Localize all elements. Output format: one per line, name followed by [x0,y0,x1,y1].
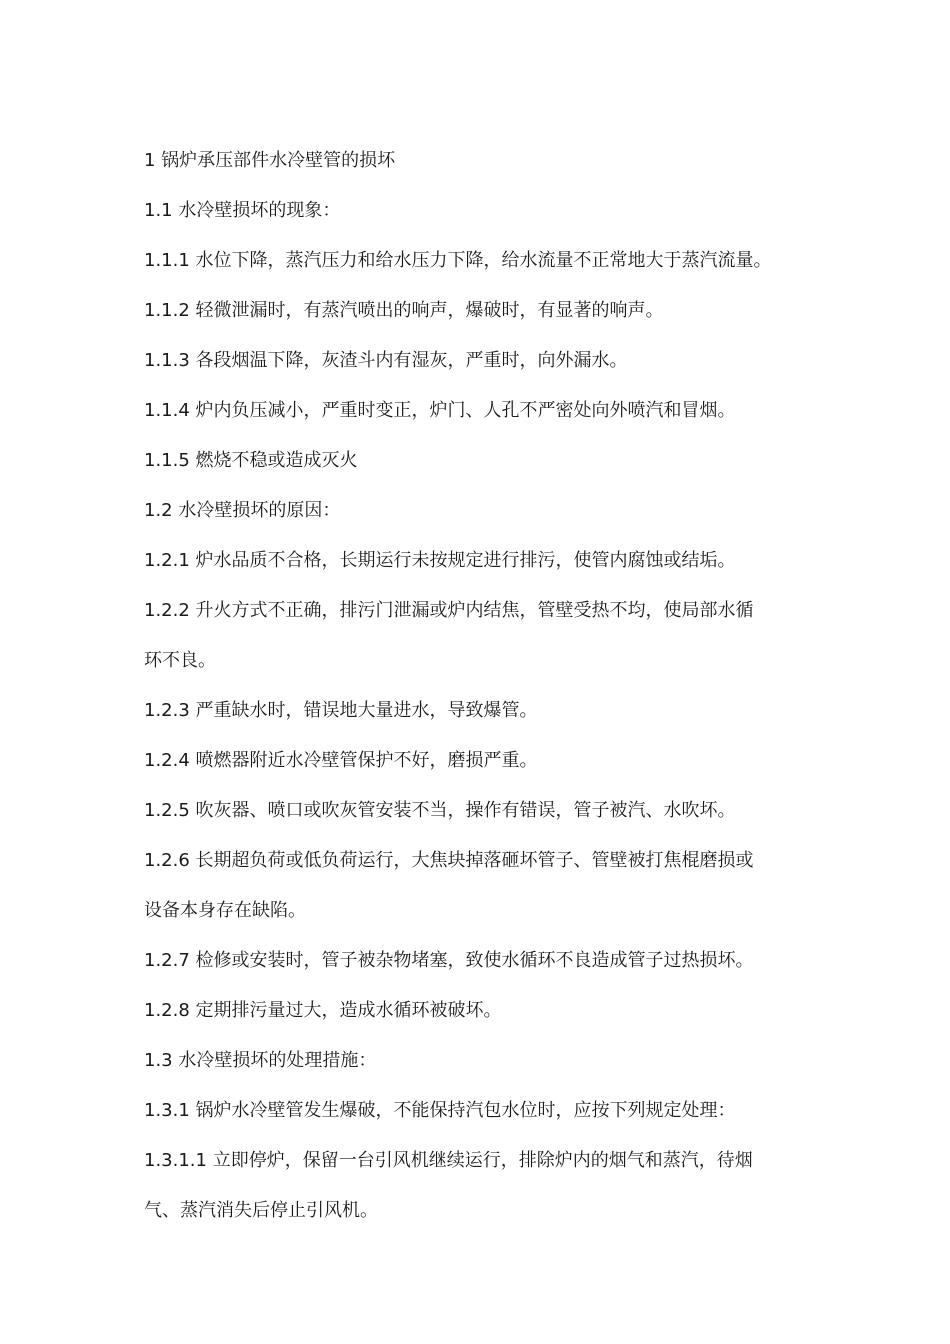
section-heading-1: 1 锅炉承压部件水冷壁管的损坏 [144,150,396,171]
paragraph-1-2-1: 1.2.1 炉水品质不合格，长期运行未按规定进行排污，使管内腐蚀或结垢。 [144,550,736,571]
paragraph-1-3-1-1-line-1: 1.3.1.1 立即停炉，保留一台引风机继续运行，排除炉内的烟气和蒸汽，待烟 [144,1150,753,1171]
paragraph-1-2-4: 1.2.4 喷燃器附近水冷壁管保护不好，磨损严重。 [144,750,538,771]
paragraph-1-2-7: 1.2.7 检修或安装时，管子被杂物堵塞，致使水循环不良造成管子过热损坏。 [144,950,754,971]
paragraph-1-2-6-line-1: 1.2.6 长期超负荷或低负荷运行，大焦块掉落砸坏管子、管壁被打焦棍磨损或 [144,850,754,871]
paragraph-1-2-8: 1.2.8 定期排污量过大，造成水循环被破坏。 [144,1000,502,1021]
paragraph-1-1-3: 1.1.3 各段烟温下降，灰渣斗内有湿灰，严重时，向外漏水。 [144,350,628,371]
paragraph-1-1-2: 1.1.2 轻微泄漏时，有蒸汽喷出的响声，爆破时，有显著的响声。 [144,300,664,321]
document-body [144,136,810,1236]
paragraph-1-2-2-line-1: 1.2.2 升火方式不正确，排污门泄漏或炉内结焦，管壁受热不均，使局部水循 [144,600,754,621]
paragraph-1-3-1-1-line-2: 气、蒸汽消失后停止引风机。 [144,1200,378,1221]
section-heading-1-2: 1.2 水冷壁损坏的原因： [144,500,341,521]
section-heading-1-1: 1.1 水冷壁损坏的现象： [144,200,341,221]
paragraph-1-2-2-line-2: 环不良。 [144,650,216,671]
paragraph-1-1-1: 1.1.1 水位下降，蒸汽压力和给水压力下降，给水流量不正常地大于蒸汽流量。 [144,250,772,271]
paragraph-1-1-4: 1.1.4 炉内负压减小，严重时变正，炉门、人孔不严密处向外喷汽和冒烟。 [144,400,736,421]
paragraph-1-2-5: 1.2.5 吹灰器、喷口或吹灰管安装不当，操作有错误，管子被汽、水吹坏。 [144,800,736,821]
paragraph-1-2-6-line-2: 设备本身存在缺陷。 [144,900,306,921]
paragraph-1-2-3: 1.2.3 严重缺水时，错误地大量进水，导致爆管。 [144,700,538,721]
section-heading-1-3: 1.3 水冷壁损坏的处理措施： [144,1050,377,1071]
paragraph-1-1-5: 1.1.5 燃烧不稳或造成灭火 [144,450,358,471]
paragraph-1-3-1: 1.3.1 锅炉水冷壁管发生爆破，不能保持汽包水位时，应按下列规定处理： [144,1100,736,1121]
